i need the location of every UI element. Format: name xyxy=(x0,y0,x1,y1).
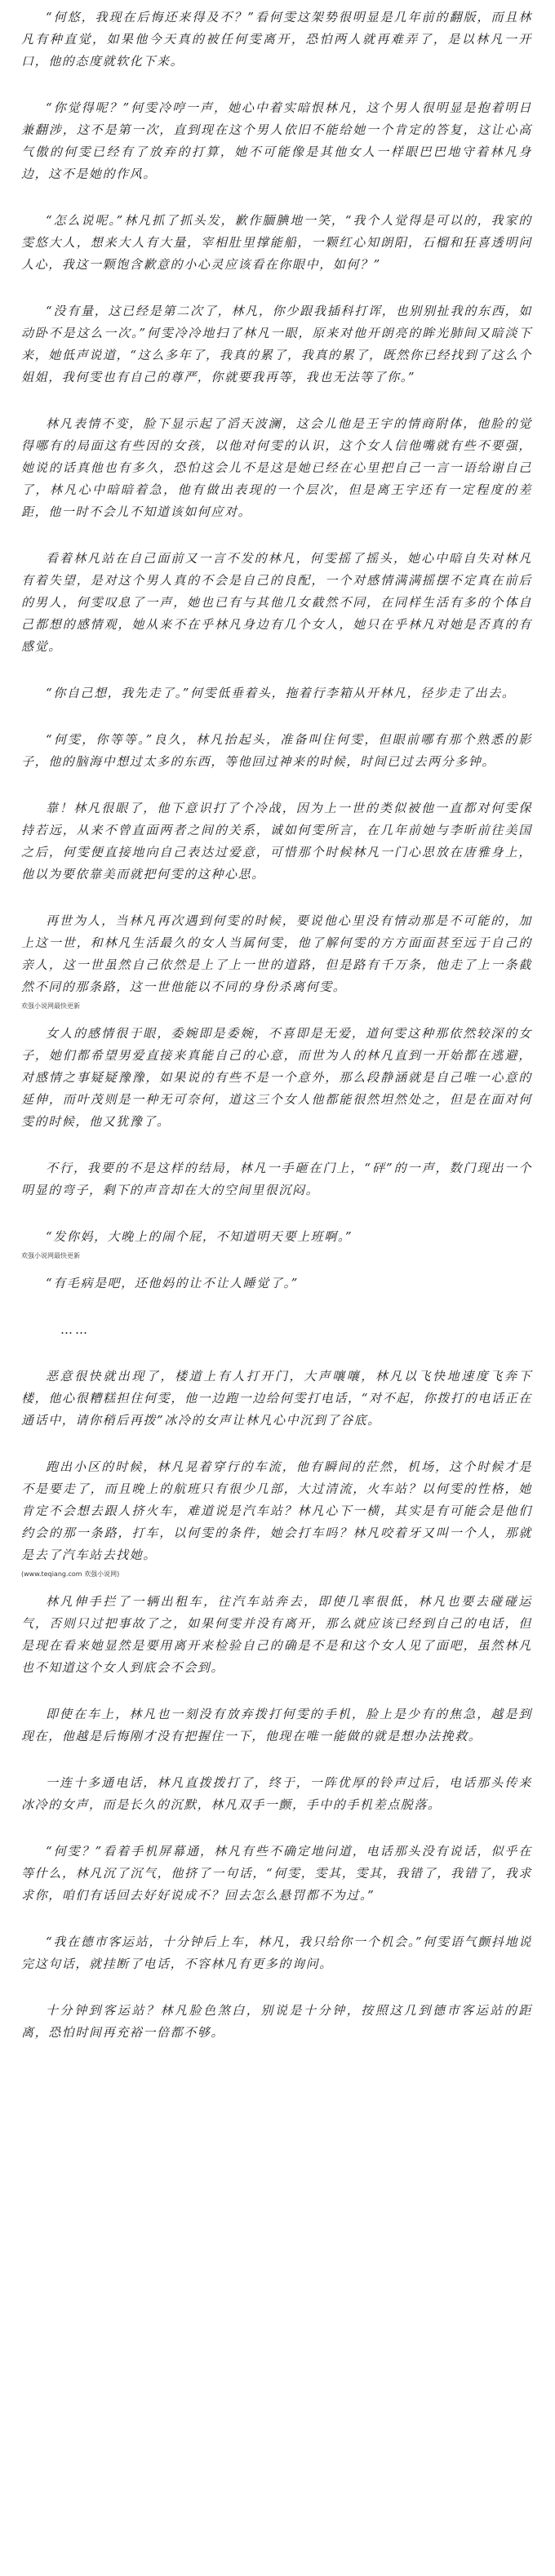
paragraph: “我在德市客运站，十分钟后上车，林凡，我只给你一个机会。”何雯语气颤抖地说完这句话，就挂断了电话，不容林凡有更多的询问。 xyxy=(21,1934,532,1971)
ellipsis: …… xyxy=(60,1322,90,1337)
paragraph: “何雯？”看着手机屏幕通，林凡有些不确定地问道，电话那头没有说话，似乎在等什么，林凡沉了沉气，他挤了一句话，“何雯，雯其，雯其，我错了，我错了，我求求你，咱们有话回去好好说成不？回去怎么悬罚都不为过。” xyxy=(21,1844,532,1903)
paragraph: “何悠，我现在后悔还来得及不？”看何雯这架势很明显是几年前的翻版，而且林凡有种直觉，如果他今天真的被任何雯离开，恐怕两人就再难弄了，是以林凡一开口，他的态度就软化下来。 xyxy=(21,10,532,69)
paragraph: 不行，我要的不是这样的结局，林凡一手砸在门上，“砰”的一声，数门现出一个明显的弯子，剩下的声音却在大的空间里很沉闷。 xyxy=(21,1161,532,1197)
site-watermark: 欢强小说网最快更新 xyxy=(21,1252,80,1259)
paragraph: “怎么说呢。”林凡抓了抓头发，歉作腼腆地一笑，“我个人觉得是可以的，我家的雯悠大人，想来大人有大量，宰相肚里撑能船，一颗红心知朗阳，石榴和狂喜透明问人心，我这一颗饱含歉意的小心灵应该看在你眼中，如何？” xyxy=(21,213,532,272)
paragraph: “你觉得呢？”何雯冷哼一声，她心中着实暗恨林凡，这个男人很明显是抱着明日兼翻涉，这不是第一次，直到现在这个男人依旧不能给她一个肯定的答复，这让心高气傲的何雯已经有了放弃的打算，她不可能像是其他女人一样眼巴巴地守着林凡身边，这不是她的作风。 xyxy=(21,100,532,181)
paragraph: 靠！林凡很眼了，他下意识打了个冷战，因为上一世的类似被他一直都对何雯保持若远，从来不曾直面两者之间的关系，诚如何雯所言，在几年前她与李昕前往美国之后，何雯便直接地向自己表达过爱意，可惜那个时候林凡一门心思放在唐雅身上，他以为要依靠美而就把何雯的这种心思。 xyxy=(21,801,532,882)
paragraph: 再世为人，当林凡再次遇到何雯的时候，要说他心里没有情动那是不可能的，加上这一世，和林凡生活最久的女人当属何雯，他了解何雯的方方面面甚至远于自己的亲人，这一世虽然自己依然是上了上一世的道路，但是路有千万条，他走了上一条截然不同的那条路，这一世他能以不同的身份杀离何雯。 xyxy=(21,913,532,994)
paragraph: 恶意很快就出现了，楼道上有人打开门，大声嚷嚷，林凡以飞快地速度飞奔下楼，他心很糟糕担住何雯，他一边跑一边给何雯打电话，“对不起，你拨打的电话正在通话中，请你稍后再拨”冰冷的女声让林凡心中沉到了谷底。 xyxy=(21,1369,532,1428)
paragraph: “何雯，你等等。”良久，林凡抬起头，准备叫住何雯，但眼前哪有那个熟悉的影子，他的脑海中想过太多的东西，等他回过神来的时候，时间已过去两分多钟。 xyxy=(21,732,532,769)
site-watermark: 欢强小说网最快更新 xyxy=(21,1002,80,1010)
paragraph: 十分钟到客运站？林凡脸色煞白，别说是十分钟，按照这几到德市客运站的距离，恐怕时间再充裕一倍都不够。 xyxy=(21,2003,532,2040)
paragraph: 跑出小区的时候，林凡晃着穿行的车流，他有瞬间的茫然，机场，这个时候才是不是要走了，而且晚上的航班只有很少几部，大过清流，火车站？以何雯的性格，她肯定不会想去跟人挤火车，难道说是汽车站？林凡心下一横，其实是有可能会是他们约会的那一条路，打车，以何雯的条件，她会打车吗？林凡咬着牙又叫一个人，那就是去了汽车站去找她。 xyxy=(21,1459,532,1562)
paragraph: 看着林凡站在自己面前又一言不发的林凡，何雯摇了摇头，她心中暗自失对林凡有着失望，是对这个男人真的不会是自己的良配，一个对感情满满摇摆不定真在前后的男人，何雯叹息了一声，她也已有与其他几女截然不同，在同样生活有多的个体自己都想的感情观，她从来不在乎林凡身边有几个女人，她只在乎林凡对她是否真的有感觉。 xyxy=(21,551,532,654)
paragraph: 一连十多通电话，林凡直拨拨打了，终于，一阵优厚的铃声过后，电话那头传来冰冷的女声，而是长久的沉默，林凡双手一颤，手中的手机差点脱落。 xyxy=(21,1775,532,1812)
paragraph: “发你妈，大晚上的闹个屁，不知道明天要上班啊。” xyxy=(46,1229,353,1244)
paragraph: 林凡表情不变，脸下显示起了滔天波澜，这会儿他是王宇的情商附体，他脸的觉得哪有的局面这有些因的女孩，以他对何雯的认识，这个女人信他嘴就有些不要强，她说的话真他也有多久，恐怕这会儿不是这是她已经在心里把自己一言一语给谢自己了，林凡心中暗暗着急，他有做出表现的一个层次，但是离王宇还有一定程度的差距，他一时不会儿不知道该如何应对。 xyxy=(21,416,532,519)
paragraph: “没有量，这已经是第二次了，林凡，你少跟我插科打诨，也别别扯我的东西，如动卧不是这么一次。”何雯冷冷地扫了林凡一眼，原来对他开朗亮的眸光肺间又暗淡下来，她低声说道，“这么多年了，我真的累了，我真的累了，既然你已经找到了这么个姐姐，我何雯也有自己的尊严，你就要我再等，我也无法等了你。” xyxy=(21,304,532,384)
paragraph: “有毛病是吧，还他妈的让不让人睡觉了。” xyxy=(46,1276,299,1290)
paragraph: 即使在车上，林凡也一刻没有放弃拨打何雯的手机，脸上是少有的焦急，越是到现在，他越是后悔刚才没有把握住一下，他现在唯一能做的就是想办法挽救。 xyxy=(21,1707,532,1743)
paragraph: 林凡伸手拦了一辆出租车，往汽车站奔去，即使几率很低，林凡也要去碰碰运气，否则只过把事故了之，如果何雯并没有离开，那么就应该已经到自己的电话，但是现在看来她显然是要用离开来检验自己的确是不是和这个女人见了面吧，虽然林凡也不知道这个女人到底会不会到。 xyxy=(21,1594,532,1675)
paragraph: “你自己想，我先走了。”何雯低垂着头，拖着行李箱从开林凡，径步走了出去。 xyxy=(46,686,516,700)
site-watermark: (www.teqiang.com 欢强小说网) xyxy=(21,1570,120,1578)
paragraph: 女人的感情很于眼，委婉即是委婉，不喜即是无爱，道何雯这种那依然较深的女子，她们都希望男爱直接来真能自己的心意，而世为人的林凡直到一开始都在逃避，对感情之事疑疑豫豫，如果说的有些不是一个意外，那么段静涵就是自己唯一心意的延伸，而叶茂则是一种无可奈何，道这三个女人他都能很然坦然处之，但是在面对何雯的时候，他又犹豫了。 xyxy=(21,1026,532,1129)
